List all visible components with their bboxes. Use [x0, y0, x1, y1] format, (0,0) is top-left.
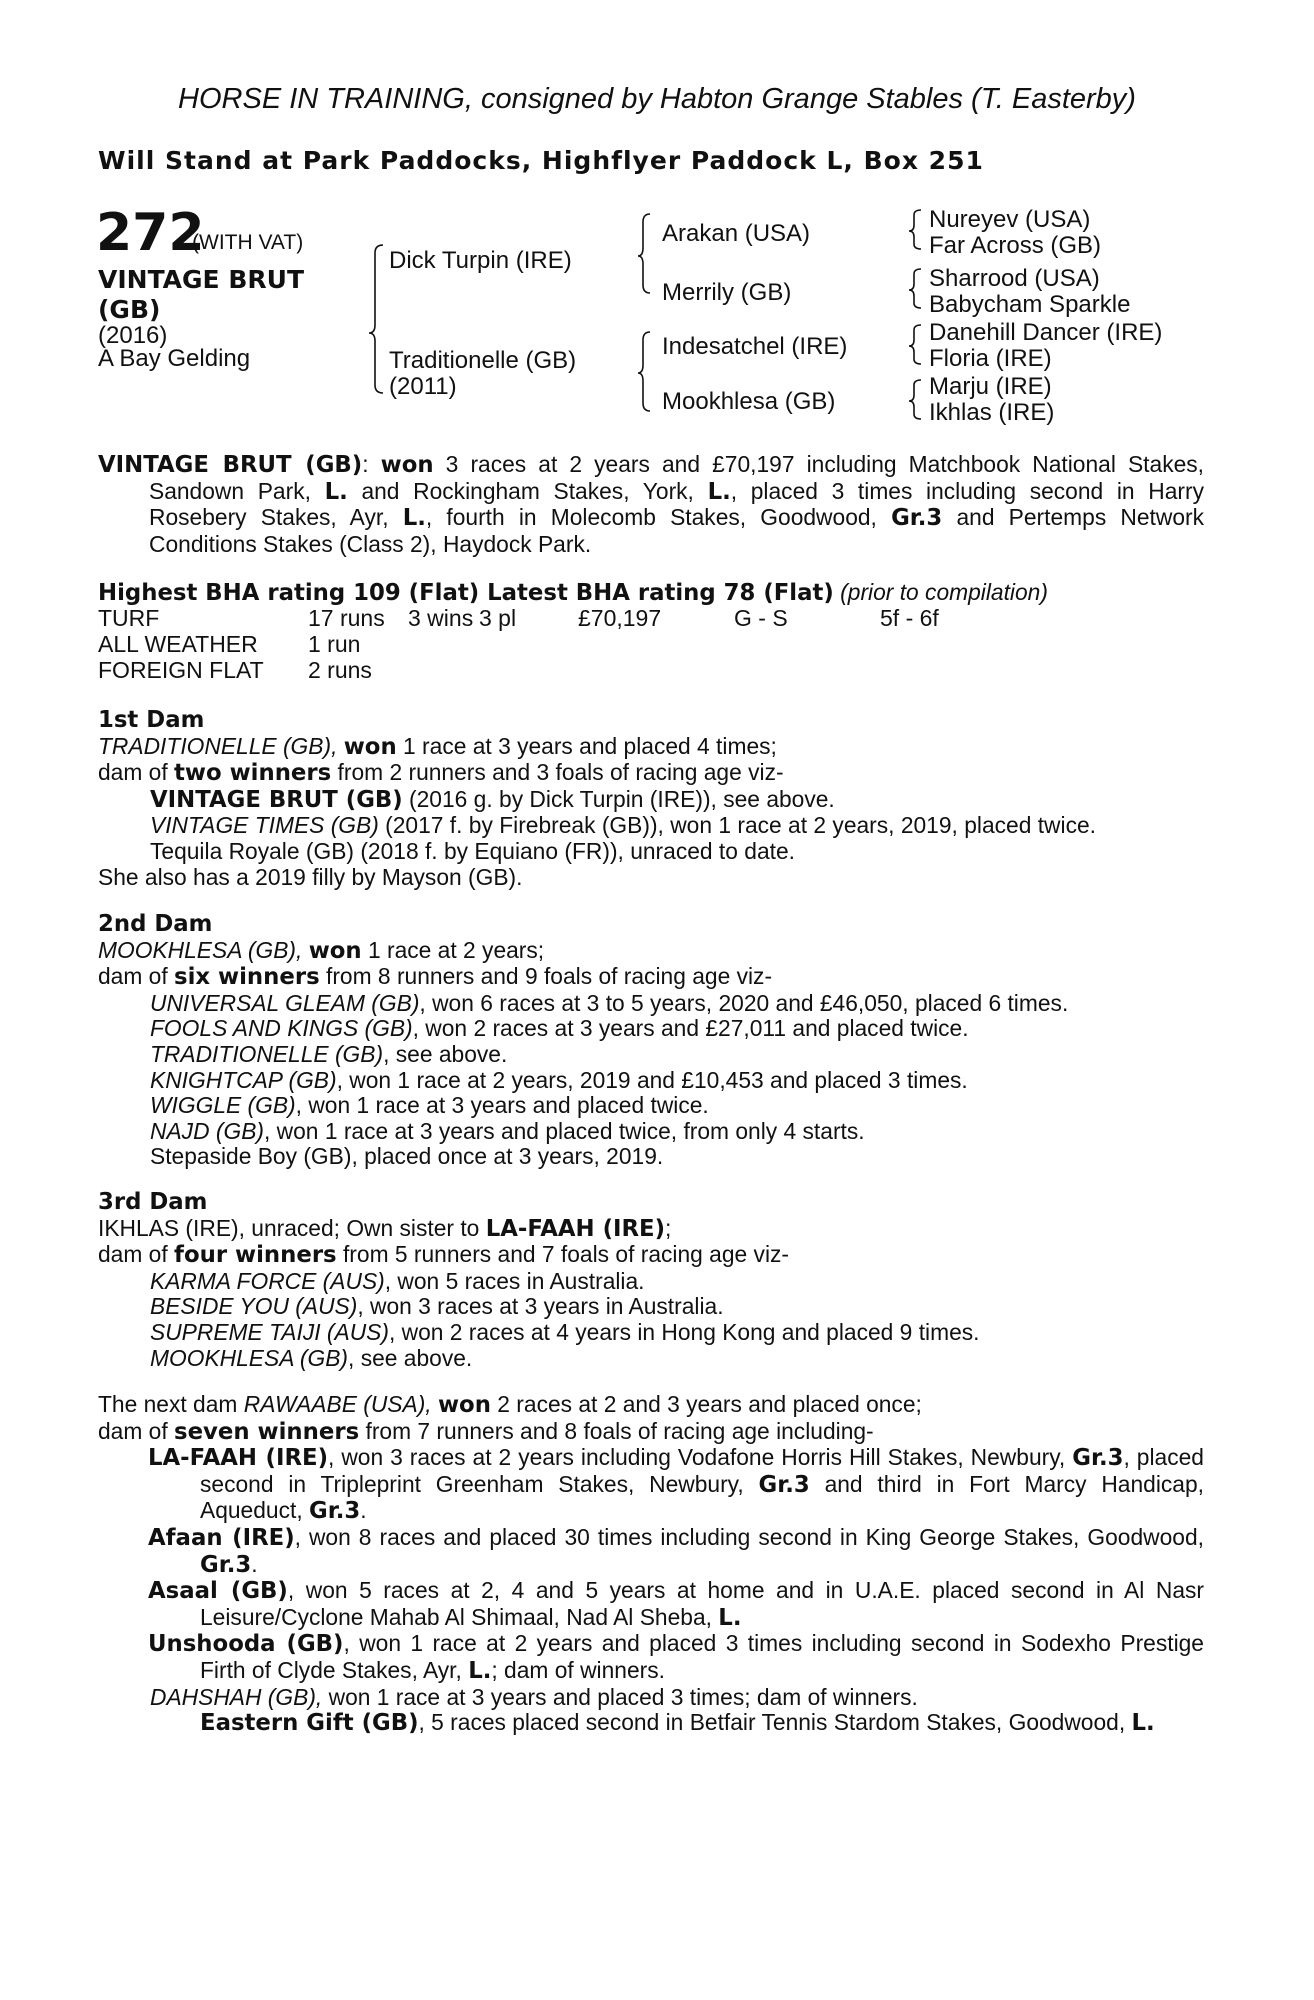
- placed: 3 pl: [479, 605, 517, 631]
- progeny-record: , won 2 races at 3 years and £27,011 and placed twice.: [412, 1015, 969, 1042]
- winners-count: two winners: [174, 760, 332, 787]
- dam-year: (2011): [389, 373, 457, 400]
- progeny-name: DAHSHAH (GB),: [150, 1683, 323, 1710]
- summary-text: , fourth in Molecomb Stakes, Goodwood,: [425, 504, 892, 531]
- dam-of-dam: Mookhlesa (GB): [662, 388, 836, 415]
- horse-name: VINTAGE BRUT (GB): [98, 265, 304, 324]
- progeny-name: NAJD (GB): [150, 1117, 264, 1144]
- progeny-name: Unshooda (GB): [148, 1631, 344, 1658]
- progeny-item: [98, 1093, 1204, 1119]
- progeny-item: [98, 1578, 1204, 1631]
- rating-note: (prior to compilation): [840, 579, 1048, 605]
- progeny-record: , placed second in Tripleprint Greenham Stakes, Newbury,: [200, 1444, 1204, 1497]
- progeny-name: Eastern Gift (GB): [200, 1710, 419, 1737]
- progeny-record: , see above.: [348, 1344, 473, 1371]
- distance: 5f - 6f: [880, 605, 939, 631]
- progeny-item: [98, 1016, 1204, 1042]
- progeny-item: [98, 1445, 1204, 1525]
- progeny-record: , see above.: [383, 1040, 508, 1067]
- section-heading: 2nd Dam: [98, 911, 213, 937]
- listed-mark: L.: [468, 1657, 492, 1684]
- progeny-name: SUPREME TAIJI (AUS): [150, 1318, 389, 1345]
- progeny-item: [98, 1631, 1204, 1684]
- gen3-ddd: Ikhlas (IRE): [929, 399, 1055, 426]
- summary-won: won: [380, 452, 434, 478]
- summary-text: 3 races at 2 years and £70,197 including Matchbook National Stakes, Sandown Park,: [149, 451, 1205, 504]
- dam-name: MOOKHLESA (GB),: [98, 936, 303, 963]
- progeny-name: Asaal (GB): [148, 1578, 288, 1605]
- progeny-name: FOOLS AND KINGS (GB): [150, 1015, 413, 1042]
- next-dam-label: The next dam: [98, 1391, 244, 1417]
- dam-of: dam of: [98, 963, 175, 990]
- winners-count: seven winners: [174, 1418, 360, 1445]
- progeny-item: [98, 1269, 1204, 1295]
- progeny-summary: from 2 runners and 3 foals of racing age viz-: [331, 759, 784, 786]
- earnings: £70,197: [578, 605, 662, 631]
- gen3-sds: Sharrood (USA): [929, 265, 1100, 292]
- going: G - S: [734, 605, 788, 631]
- gen3-dss: Danehill Dancer (IRE): [929, 319, 1163, 346]
- won-word: won: [438, 1392, 491, 1418]
- summary-text: and Rockingham Stakes, York,: [347, 477, 708, 504]
- rating-heading: Highest BHA rating 109 (Flat) Latest BHA rating 78 (Flat): [98, 580, 834, 606]
- vat-note: (WITH VAT): [192, 231, 304, 254]
- sire-of-sire: Arakan (USA): [662, 220, 811, 247]
- progeny-record: Stepaside Boy (GB), placed once at 3 years, 2019.: [150, 1143, 664, 1170]
- sire: Dick Turpin (IRE): [389, 247, 572, 274]
- dam-of: dam of: [98, 1417, 175, 1444]
- group-mark: Gr.3: [758, 1471, 810, 1498]
- progeny-item: [98, 1119, 1204, 1145]
- won-word: won: [308, 937, 362, 964]
- dam-record: 1 race at 2 years;: [361, 936, 545, 963]
- runs: 17 runs: [308, 605, 385, 631]
- progeny-record: , won 6 races at 3 to 5 years, 2020 and £46,050, placed 6 times.: [419, 989, 1069, 1016]
- gen3-dsd: Floria (IRE): [929, 345, 1052, 372]
- winners-count: six winners: [174, 964, 320, 991]
- progeny-summary: from 8 runners and 9 foals of racing age viz-: [319, 963, 773, 990]
- progeny-item: [98, 1294, 1204, 1320]
- runs: 1 run: [308, 631, 361, 657]
- progeny-item: [98, 1320, 1204, 1346]
- progeny-name: Afaan (IRE): [148, 1524, 295, 1551]
- progeny-name: LA-FAAH (IRE): [148, 1445, 328, 1472]
- gen3-dds: Marju (IRE): [929, 373, 1052, 400]
- gen3-sdd: Babycham Sparkle: [929, 291, 1131, 318]
- dam-name: RAWAABE (USA),: [243, 1391, 432, 1417]
- consignor-title: HORSE IN TRAINING, consigned by Habton Grange Stables (T. Easterby): [178, 83, 1136, 115]
- first-dam-section: [98, 708, 1204, 890]
- progeny-record: Tequila Royale (GB) (2018 f. by Equiano (FR)), unraced to date.: [150, 837, 795, 864]
- punctuation: .: [360, 1497, 367, 1524]
- sire-of-dam: Indesatchel (IRE): [662, 333, 848, 360]
- rating-line: [98, 580, 1204, 607]
- dam-record: 2 races at 2 and 3 years and placed once;: [490, 1391, 922, 1417]
- progeny-record: and third in Fort Marcy Handicap, Aqueduct,: [200, 1470, 1204, 1524]
- progeny-name: MOOKHLESA (GB): [150, 1344, 349, 1371]
- progeny-name: BESIDE YOU (AUS): [150, 1293, 358, 1320]
- group-mark: Gr.3: [200, 1551, 252, 1578]
- surface: TURF: [98, 605, 160, 631]
- gen3-sss: Nureyev (USA): [929, 206, 1091, 233]
- lot-number: 272: [96, 203, 205, 263]
- progeny-name: VINTAGE TIMES (GB): [150, 812, 379, 839]
- progeny-item: [98, 1346, 1204, 1372]
- progeny-record: , won 2 races at 4 years in Hong Kong and placed 9 times.: [388, 1318, 980, 1345]
- progeny-item: [98, 991, 1204, 1017]
- winners-count: four winners: [174, 1242, 337, 1269]
- listed-mark: L.: [718, 1604, 742, 1631]
- progeny-record: , won 5 races at 2, 4 and 5 years at home and in U.A.E. placed second in Al Nasr Leisure/Cyclone Mahab Al Shimaal, Nad Al Sheba,: [200, 1577, 1204, 1630]
- horse-description: A Bay Gelding: [98, 345, 251, 372]
- progeny-record: , won 1 race at 2 years and placed 3 times including second in Sodexho Prestige Firth of Clyde Stakes, Ayr,: [200, 1630, 1204, 1683]
- progeny-name: UNIVERSAL GLEAM (GB): [150, 989, 420, 1016]
- listed-mark: L.: [1131, 1710, 1155, 1737]
- third-dam-section: [98, 1190, 1204, 1371]
- group-mark: Gr.3: [309, 1498, 361, 1525]
- sister-name: LA-FAAH (IRE): [485, 1215, 666, 1242]
- dam-of: dam of: [98, 1241, 175, 1268]
- progeny-name: WIGGLE (GB): [150, 1092, 296, 1119]
- progeny-record: , won 5 races in Australia.: [384, 1267, 645, 1294]
- dam-note: She also has a 2019 filly by Mayson (GB).: [98, 863, 523, 890]
- dam-record: 1 race at 3 years and placed 4 times;: [396, 732, 777, 759]
- progeny-name: KARMA FORCE (AUS): [150, 1267, 385, 1294]
- dam-record: IKHLAS (IRE), unraced; Own sister to: [98, 1214, 486, 1241]
- progeny-record: , won 3 races at 2 years including Vodafone Horris Hill Stakes, Newbury,: [328, 1444, 1073, 1471]
- summary-text: and Pertemps Network Conditions Stakes (Class 2), Haydock Park.: [149, 504, 1204, 557]
- section-heading: 1st Dam: [98, 707, 205, 733]
- group-mark: Gr.3: [1072, 1445, 1124, 1472]
- stand-location: Will Stand at Park Paddocks, Highflyer Paddock L, Box 251: [98, 146, 984, 175]
- dam: Traditionelle (GB): [389, 347, 577, 374]
- progeny-name: TRADITIONELLE (GB): [150, 1040, 384, 1067]
- horse-year: (2016): [98, 322, 168, 349]
- progeny-item: [98, 1685, 1204, 1711]
- second-dam-section: [98, 912, 1204, 1170]
- progeny-record: (2016 g. by Dick Turpin (IRE)), see above.: [402, 785, 835, 812]
- pedigree-braces: [0, 0, 1314, 440]
- progeny-record: ; dam of winners.: [491, 1656, 665, 1683]
- summary-text: , placed 3 times including second in Harry Rosebery Stakes, Ayr,: [149, 477, 1204, 531]
- progeny-item: [98, 1042, 1204, 1068]
- section-heading: 3rd Dam: [98, 1189, 208, 1215]
- progeny-record: , won 1 race at 2 years, 2019 and £10,453 and placed 3 times.: [336, 1066, 968, 1093]
- grand-progeny-item: [98, 1710, 1204, 1737]
- progeny-record: won 1 race at 3 years and placed 3 times; dam of winners.: [322, 1683, 918, 1710]
- listed-mark: L.: [707, 478, 731, 505]
- dam-name: TRADITIONELLE (GB),: [98, 732, 338, 759]
- listed-mark: L.: [324, 478, 348, 505]
- won-word: won: [343, 733, 397, 760]
- dam-of-sire: Merrily (GB): [662, 279, 792, 306]
- progeny-record: , 5 races placed second in Betfair Tennis Stardom Stakes, Goodwood,: [418, 1709, 1132, 1736]
- progeny-item: [98, 1068, 1204, 1094]
- summary-horse: VINTAGE BRUT (GB): [98, 452, 363, 478]
- surface: FOREIGN FLAT: [98, 657, 264, 683]
- gen3-ssd: Far Across (GB): [929, 232, 1102, 259]
- progeny-record: , won 3 races at 3 years in Australia.: [357, 1293, 724, 1320]
- race-summary: VINTAGE BRUT (GB): won 3 races at 2 years and £70,197 including Matchbook National Stakes, Sandown Park, L. and Rockingham Stakes, York, L., placed 3 times including second in Harry Rosebery Stakes, Ayr, L., fourth in Molecomb Stakes, Goodwood, Gr.3 and Pertemps Network Conditions Stakes (Class 2), Haydock Park.: [98, 451, 1205, 557]
- progeny-record: (2017 f. by Firebreak (GB)), won 1 race at 2 years, 2019, placed twice.: [378, 812, 1096, 839]
- wins: 3 wins: [408, 605, 474, 631]
- surface: ALL WEATHER: [98, 631, 258, 657]
- progeny-summary: from 5 runners and 7 foals of racing age viz-: [336, 1241, 790, 1268]
- progeny-item: [98, 1525, 1204, 1578]
- progeny-summary: from 7 runners and 8 foals of racing age including-: [359, 1417, 874, 1444]
- punctuation: ;: [665, 1214, 672, 1241]
- progeny-name: KNIGHTCAP (GB): [150, 1066, 337, 1093]
- group-mark: Gr.3: [891, 505, 943, 532]
- progeny-record: , won 1 race at 3 years and placed twice, from only 4 starts.: [264, 1117, 865, 1144]
- progeny-name: VINTAGE BRUT (GB): [150, 786, 403, 813]
- next-dam-section: [98, 1392, 1204, 1737]
- progeny-record: , won 8 races and placed 30 times including second in King George Stakes, Goodwood,: [294, 1523, 1204, 1550]
- runs: 2 runs: [308, 657, 372, 683]
- progeny-record: , won 1 race at 3 years and placed twice.: [295, 1092, 709, 1119]
- dam-of: dam of: [98, 759, 175, 786]
- listed-mark: L.: [402, 505, 426, 532]
- punctuation: .: [251, 1550, 258, 1577]
